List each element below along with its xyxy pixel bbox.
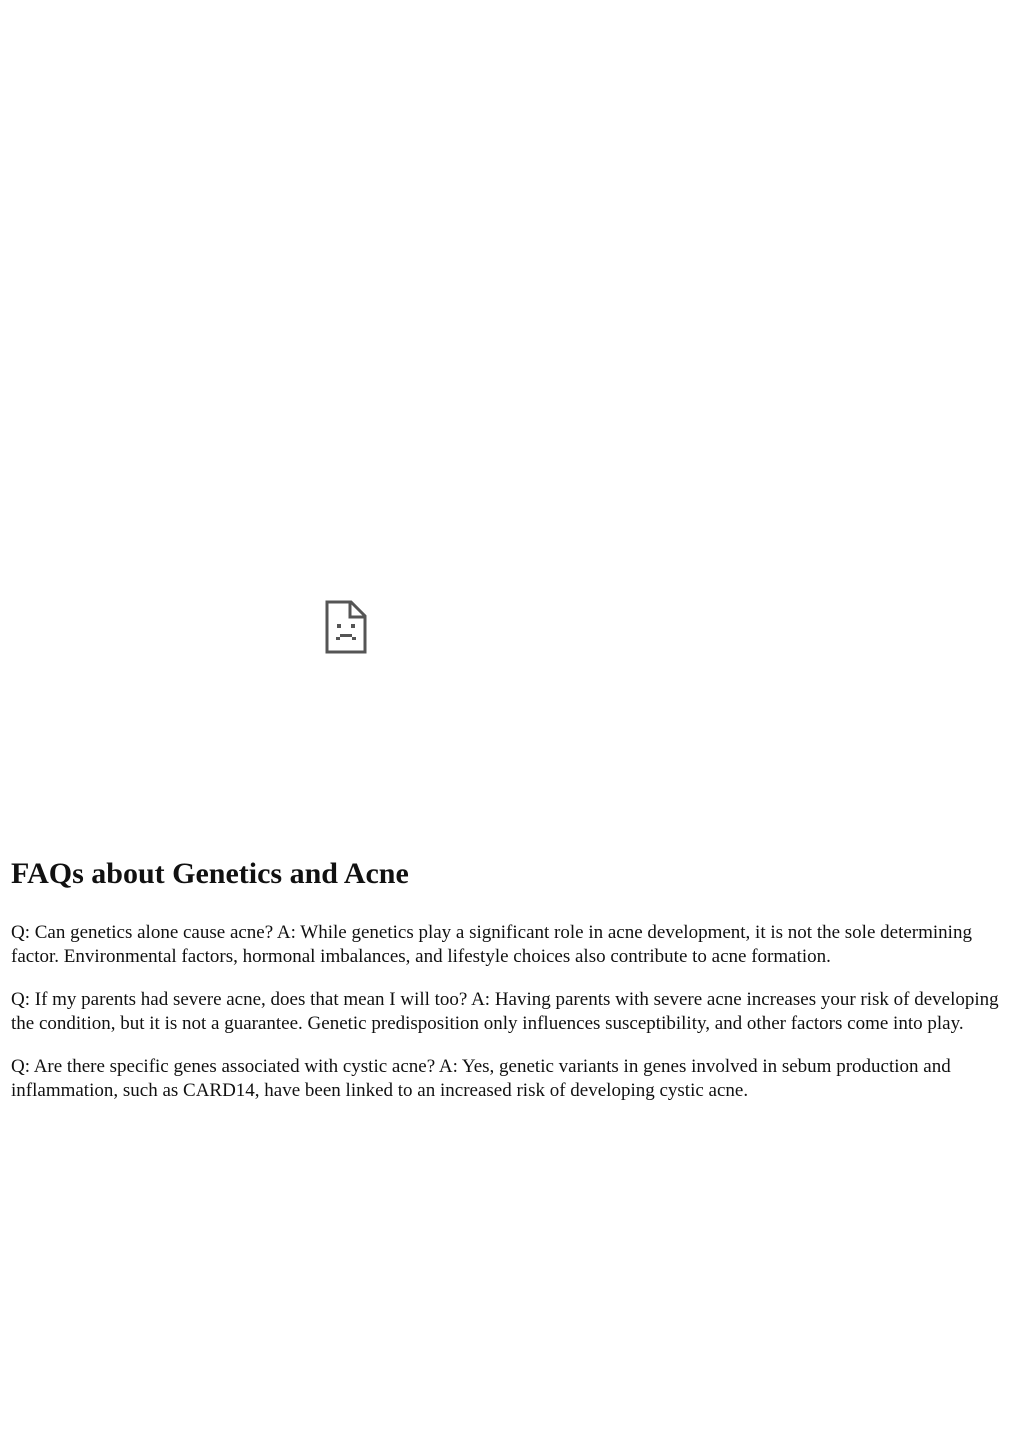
faq-item: Q: If my parents had severe acne, does that mean I will too? A: Having parents with severe acne increases your risk of developing the condition, but it is not a guarantee. Genetic predisposition only influences susceptibility, and other factors come into play. [11,989,999,1034]
faq-section [11,853,1016,1122]
broken-image-icon [324,599,368,655]
faq-item: Q: Are there specific genes associated with cystic acne? A: Yes, genetic variants in genes involved in sebum production and inflammation, such as CARD14, have been linked to an increased risk of developing cystic acne. [11,1056,951,1101]
faq-item: Q: Can genetics alone cause acne? A: While genetics play a significant role in acne development, it is not the sole determining factor. Environmental factors, hormonal imbalances, and lifestyle choices also contribute to acne formation. [11,922,972,967]
faq-heading: FAQs about Genetics and Acne [11,857,409,890]
